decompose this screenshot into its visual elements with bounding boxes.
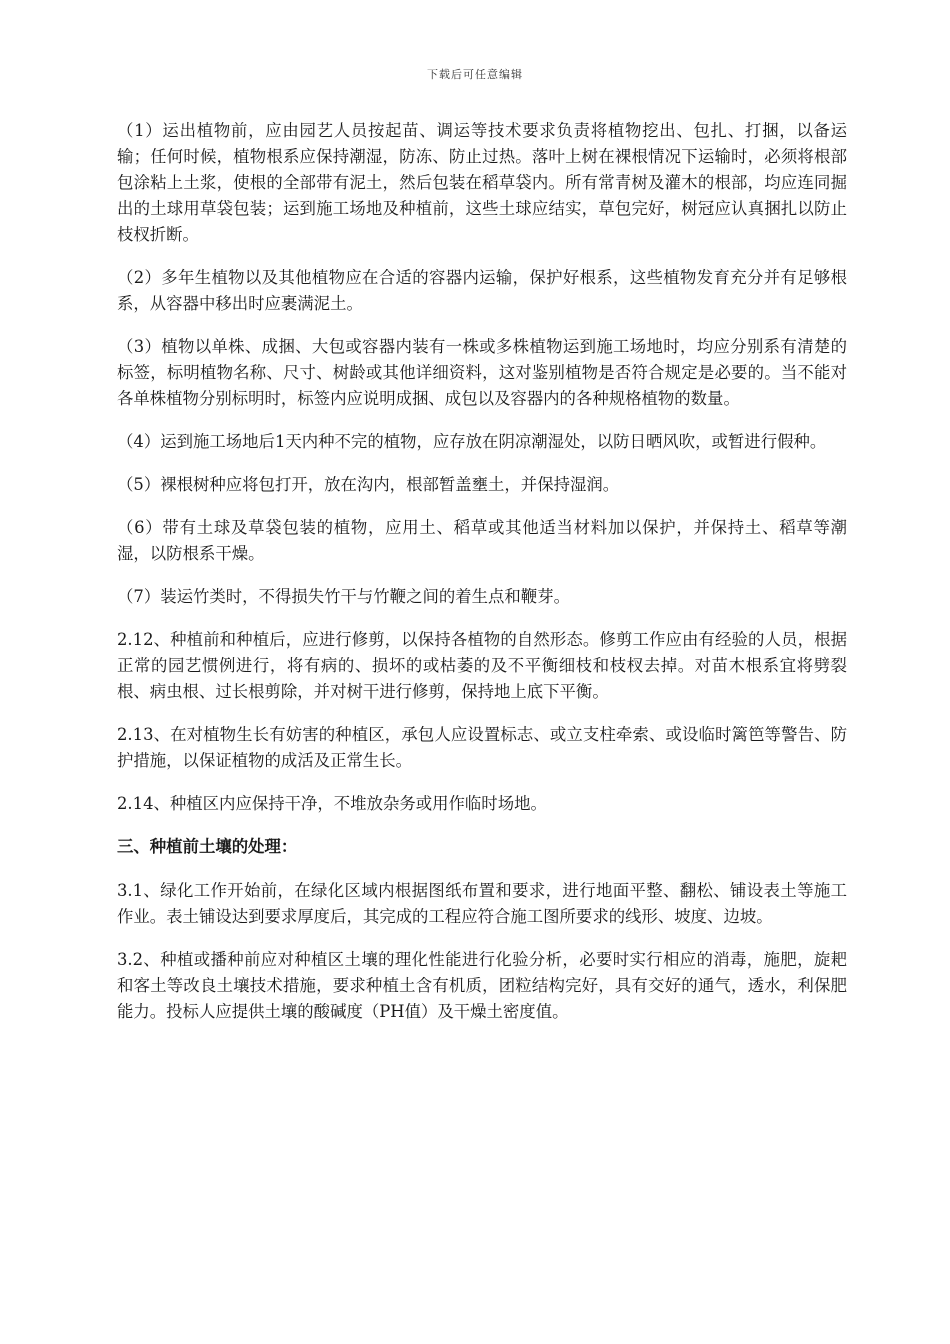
- paragraph-6: （6）带有土球及草袋包装的植物，应用土、稻草或其他适当材料加以保护，并保持土、稻草等潮湿，以防根系干燥。: [117, 518, 847, 563]
- paragraph-1: （1）运出植物前，应由园艺人员按起苗、调运等技术要求负责将植物挖出、包扎、打捆，以备运输；任何时候，植物根系应保持潮湿，防冻、防止过热。落叶上树在裸根情况下运输时，必须将根部包涂粘上土浆，使根的全部带有泥土，然后包装在稻草袋内。所有常青树及灌木的根部，均应连同掘出的土球用草袋包装；运到施工场地及种植前，这些土球应结实，草包完好，树冠应认真捆扎以防止枝杈折断。: [117, 121, 847, 244]
- paragraph-2-12: 2.12、种植前和种植后，应进行修剪，以保持各植物的自然形态。修剪工作应由有经验的人员，根据正常的园艺惯例进行，将有病的、损坏的或枯萎的及不平衡细枝和枝杈去掉。对苗木根系宜将劈裂根、病虫根、过长根剪除，并对树干进行修剪，保持地上底下平衡。: [117, 630, 847, 701]
- paragraph-2-13: 2.13、在对植物生长有妨害的种植区，承包人应设置标志、或立支柱牵索、或设临时篱笆等警告、防护措施，以保证植物的成活及正常生长。: [117, 725, 847, 770]
- paragraph-4: （4）运到施工场地后1天内种不完的植物，应存放在阴凉潮湿处，以防日晒风吹，或暂进行假种。: [117, 432, 827, 451]
- paragraph-3: （3）植物以单株、成捆、大包或容器内装有一株或多株植物运到施工场地时，均应分别系有清楚的标签，标明植物名称、尺寸、树龄或其他详细资料，这对鉴别植物是否符合规定是必要的。当不能对各单株植物分别标明时，标签内应说明成捆、成包以及容器内的各种规格植物的数量。: [117, 337, 847, 408]
- paragraph-2: （2）多年生植物以及其他植物应在合适的容器内运输，保护好根系，这些植物发育充分并有足够根系，从容器中移出时应裹满泥土。: [117, 268, 847, 313]
- paragraph-3-1: 3.1、绿化工作开始前，在绿化区域内根据图纸布置和要求，进行地面平整、翻松、铺设表土等施工作业。表土铺设达到要求厚度后，其完成的工程应符合施工图所要求的线形、坡度、边坡。: [117, 881, 847, 926]
- paragraph-7: （7）装运竹类时，不得损失竹干与竹鞭之间的着生点和鞭芽。: [117, 587, 570, 606]
- paragraph-2-14: 2.14、种植区内应保持干净，不堆放杂务或用作临时场地。: [117, 794, 547, 813]
- document-body: [117, 118, 847, 1042]
- paragraph-3-2: 3.2、种植或播种前应对种植区土壤的理化性能进行化验分析，必要时实行相应的消毒，施肥，旋耙和客土等改良土壤技术措施，要求种植土含有机质，团粒结构完好，具有交好的通气，透水，利保肥能力。投标人应提供土壤的酸碱度（PH值）及干燥土密度值。: [117, 950, 847, 1021]
- section-heading-soil-treatment: 三、种植前土壤的处理：: [117, 837, 298, 856]
- header-note: 下载后可任意编辑: [427, 68, 523, 81]
- paragraph-5: （5）裸根树种应将包打开，放在沟内，根部暂盖壅土，并保持湿润。: [117, 475, 620, 494]
